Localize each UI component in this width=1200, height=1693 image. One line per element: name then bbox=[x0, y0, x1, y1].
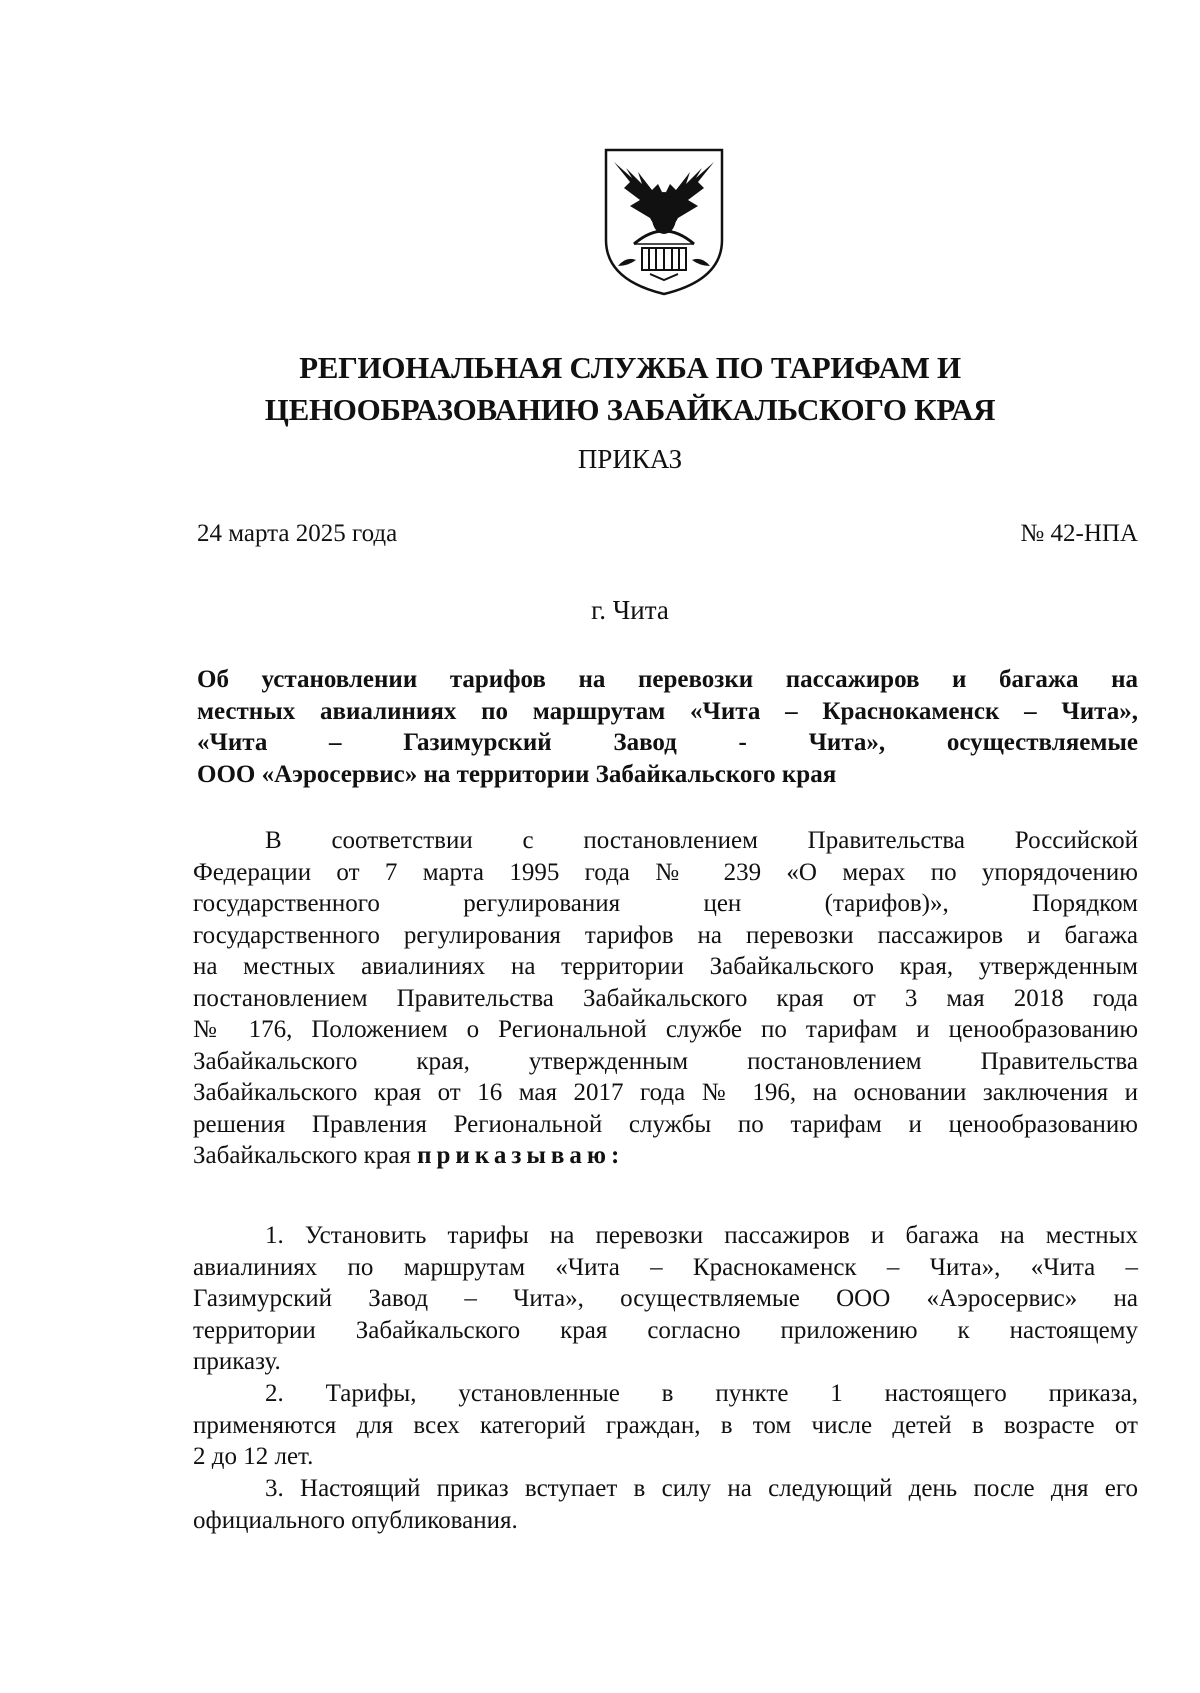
item-line: 2. Тарифы, установленные в пункте 1 настоящего приказа, bbox=[265, 1380, 1138, 1407]
item-line: авиалиниях по маршрутам «Чита – Краснокаменск – Чита», «Чита – bbox=[193, 1253, 1138, 1281]
item-line: 1. Установить тарифы на перевозки пассажиров и багажа на местных bbox=[265, 1222, 1138, 1249]
order-item-2 bbox=[193, 1378, 1138, 1473]
preamble-line: государственного регулирования тарифов на перевозки пассажиров и багажа bbox=[193, 921, 1138, 949]
preamble-line: В соответствии с постановлением Правительства Российской bbox=[265, 827, 1138, 854]
document-city: г. Чита bbox=[591, 595, 669, 625]
subject-line: ООО «Аэросервис» на территории Забайкальского края bbox=[197, 760, 837, 788]
preamble-line: государственного регулирования цен (тарифов)», Порядком bbox=[193, 890, 1138, 917]
preamble-line-end: Забайкальского края bbox=[193, 1142, 411, 1169]
preamble-line: на местных авиалиниях на территории Забайкальского края, утвержденным bbox=[193, 953, 1138, 980]
subject-line: «Чита – Газимурский Завод - Чита», осуществляемые bbox=[197, 729, 1138, 756]
item-line: официального опубликования. bbox=[193, 1506, 518, 1534]
item-line: 3. Настоящий приказ вступает в силу на следующий день после дня его bbox=[265, 1475, 1138, 1502]
coat-of-arms-emblem bbox=[600, 148, 728, 296]
document-subject bbox=[197, 664, 1138, 790]
item-line: применяются для всех категорий граждан, в том числе детей в возрасте от bbox=[193, 1411, 1138, 1439]
preamble-line: постановлением Правительства Забайкальского края от 3 мая 2018 года bbox=[193, 984, 1138, 1012]
item-line: 2 до 12 лет. bbox=[193, 1443, 314, 1470]
item-line: Газимурский Завод – Чита», осуществляемые ООО «Аэросервис» на bbox=[193, 1285, 1138, 1312]
order-item-3 bbox=[193, 1473, 1138, 1536]
preamble-line: Забайкальского края, утвержденным постановлением Правительства bbox=[193, 1047, 1138, 1075]
document-date: 24 марта 2025 года bbox=[197, 520, 398, 547]
document-number: № 42-НПА bbox=[1020, 520, 1138, 547]
preamble-line: № 176, Положением о Региональной службе по тарифам и ценообразованию bbox=[193, 1016, 1138, 1043]
preamble-paragraph bbox=[193, 825, 1138, 1172]
preamble-last-line bbox=[193, 1140, 1138, 1172]
document-type: ПРИКАЗ bbox=[577, 444, 683, 474]
preamble-line: Федерации от 7 марта 1995 года № 239 «О мерах по упорядочению bbox=[193, 858, 1138, 886]
item-line: приказу. bbox=[193, 1348, 281, 1375]
subject-line: местных авиалиниях по маршрутам «Чита – Краснокаменск – Чита», bbox=[197, 697, 1138, 725]
order-item-1 bbox=[193, 1220, 1138, 1378]
order-word: приказываю: bbox=[417, 1142, 625, 1169]
preamble-line: решения Правления Региональной службы по тарифам и ценообразованию bbox=[193, 1110, 1138, 1138]
organization-name-line1: РЕГИОНАЛЬНАЯ СЛУЖБА ПО ТАРИФАМ И bbox=[299, 350, 961, 385]
subject-line: Об установлении тарифов на перевозки пассажиров и багажа на bbox=[197, 666, 1138, 693]
item-line: территории Забайкальского края согласно приложению к настоящему bbox=[193, 1316, 1138, 1344]
preamble-line: Забайкальского края от 16 мая 2017 года № 196, на основании заключения и bbox=[193, 1079, 1138, 1106]
organization-name-line2: ЦЕНООБРАЗОВАНИЮ ЗАБАЙКАЛЬСКОГО КРАЯ bbox=[264, 392, 996, 427]
